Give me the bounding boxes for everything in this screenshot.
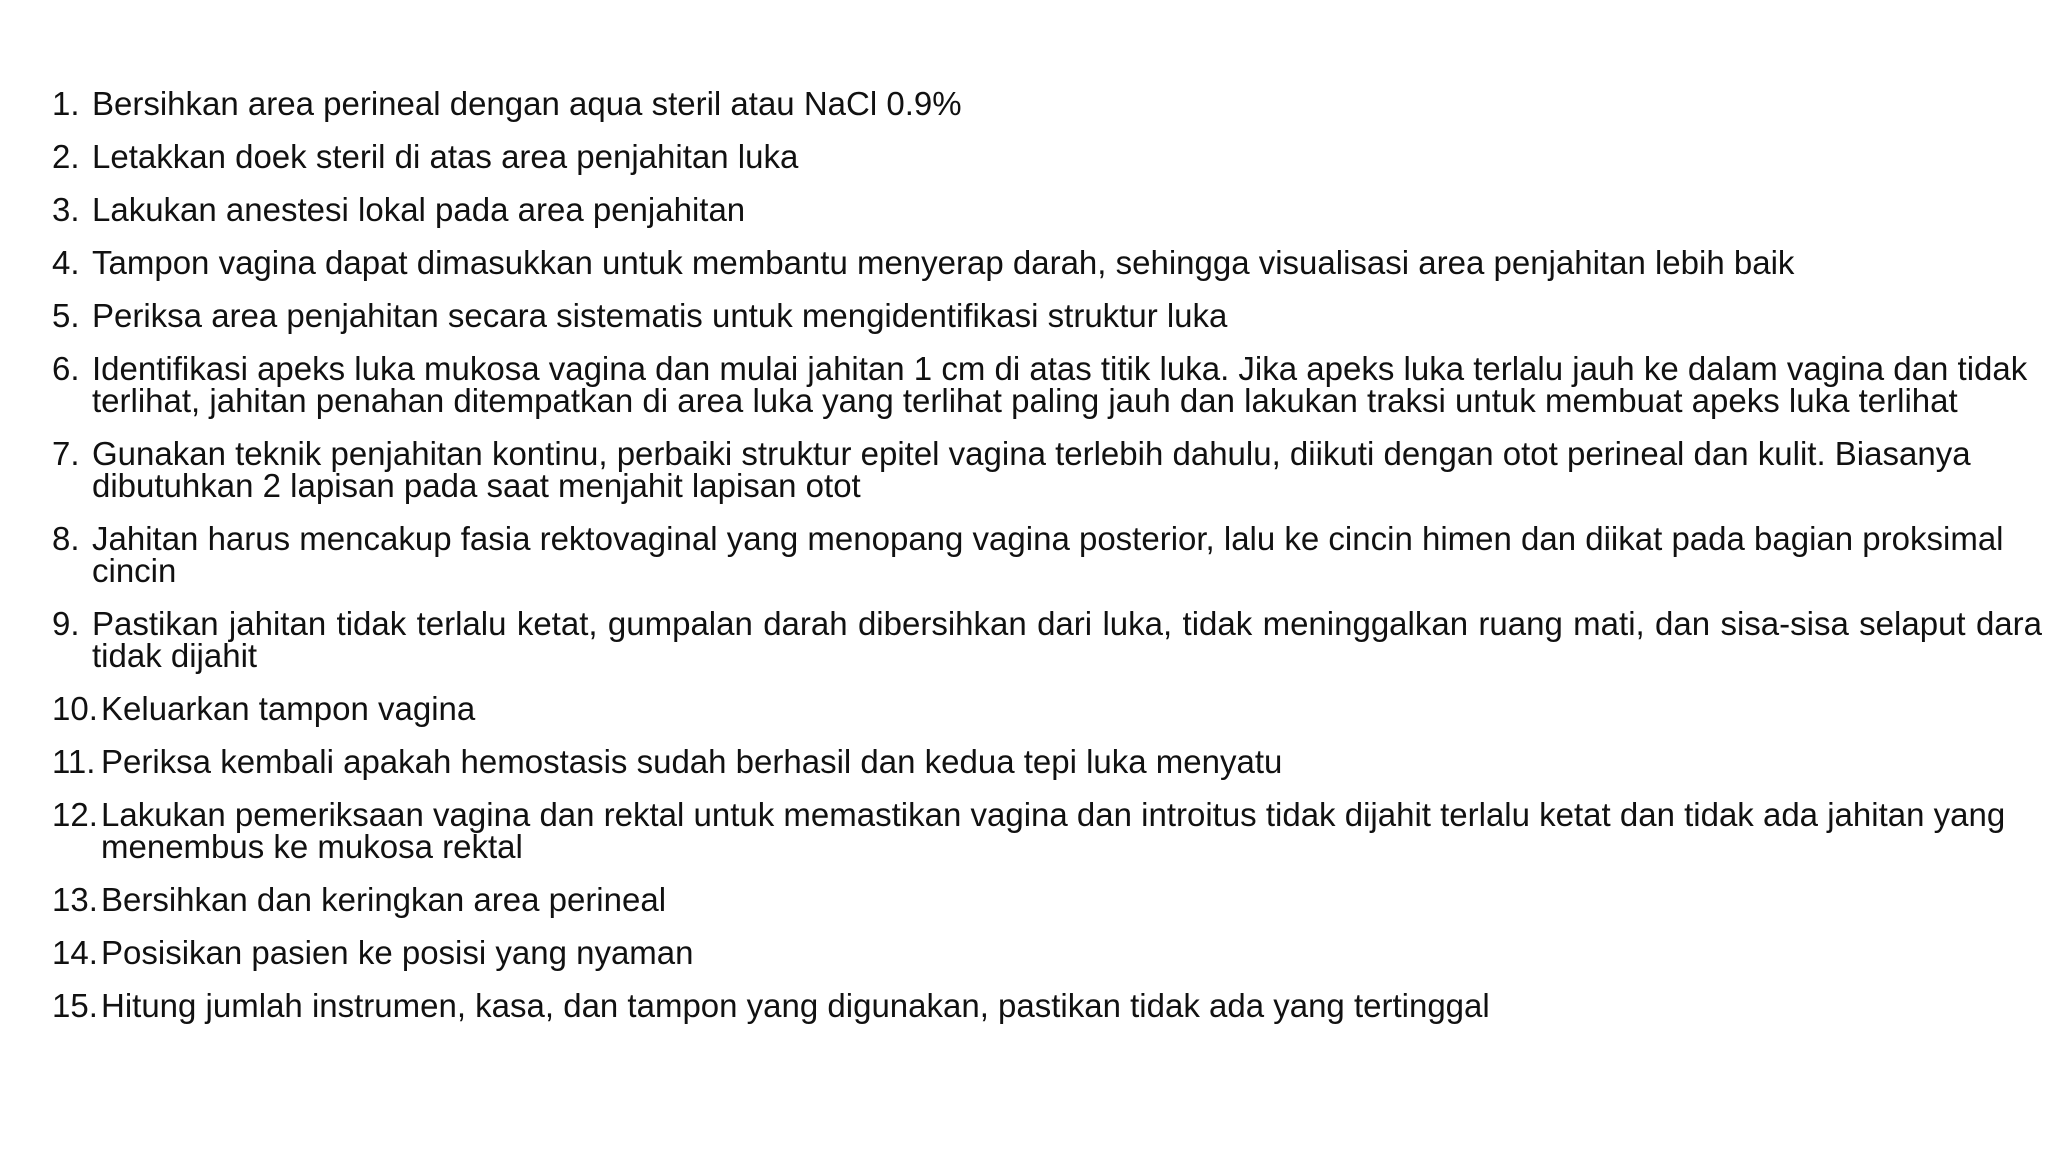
step-number: 14. — [52, 934, 98, 971]
step-text: Bersihkan area perineal dengan aqua steril atau NaCl 0.9% — [92, 85, 962, 122]
step-number: 2. — [52, 138, 80, 175]
list-item — [52, 244, 2042, 281]
list-item — [52, 138, 2042, 175]
step-text: Posisikan pasien ke posisi yang nyaman — [101, 934, 694, 971]
step-number: 8. — [52, 520, 80, 557]
step-number: 10. — [52, 690, 98, 727]
step-number: 6. — [52, 350, 80, 387]
step-number: 5. — [52, 297, 80, 334]
step-text: Gunakan teknik penjahitan kontinu, perbaiki struktur epitel vagina terlebih dahulu, diikuti dengan otot perineal dan kulit. Biasanya dibutuhkan 2 lapisan pada saat menjahit lapisan otot — [92, 435, 1971, 504]
step-text: Lakukan anestesi lokal pada area penjahitan — [92, 191, 746, 228]
step-text: Identifikasi apeks luka mukosa vagina dan mulai jahitan 1 cm di atas titik luka. Jika apeks luka terlalu jauh ke dalam vagina dan tidak terlihat, jahitan penahan ditempatkan di area luka yang terlihat paling jauh dan lakukan traksi untuk membuat apeks luka terlihat — [92, 350, 2028, 419]
step-number: 15. — [52, 987, 98, 1024]
step-number: 4. — [52, 244, 80, 281]
list-item — [52, 934, 2042, 971]
step-text: Pastikan jahitan tidak terlalu ketat, gumpalan darah dibersihkan dari luka, tidak meninggalkan ruang mati, dan sisa-sisa selaput dara tidak dijahit — [92, 605, 2042, 674]
step-number: 11. — [52, 743, 96, 780]
step-number: 3. — [52, 191, 80, 228]
list-item — [52, 690, 2042, 727]
list-item — [52, 520, 2042, 589]
step-number: 12. — [52, 796, 98, 833]
step-text: Periksa area penjahitan secara sistematis untuk mengidentifikasi struktur luka — [92, 297, 1228, 334]
step-number: 13. — [52, 881, 98, 918]
step-text: Jahitan harus mencakup fasia rektovaginal yang menopang vagina posterior, lalu ke cincin himen dan diikat pada bagian proksimal cincin — [92, 520, 2004, 589]
list-item — [52, 191, 2042, 228]
step-text: Tampon vagina dapat dimasukkan untuk membantu menyerap darah, sehingga visualisasi area penjahitan lebih baik — [92, 244, 1795, 281]
list-item — [52, 881, 2042, 918]
step-text: Periksa kembali apakah hemostasis sudah berhasil dan kedua tepi luka menyatu — [101, 743, 1283, 780]
step-text: Letakkan doek steril di atas area penjahitan luka — [92, 138, 799, 175]
list-item — [52, 350, 2042, 419]
step-text: Hitung jumlah instrumen, kasa, dan tampon yang digunakan, pastikan tidak ada yang tertinggal — [101, 987, 1490, 1024]
list-item — [52, 435, 2042, 504]
step-text: Lakukan pemeriksaan vagina dan rektal untuk memastikan vagina dan introitus tidak dijahit terlalu ketat dan tidak ada jahitan yang menembus ke mukosa rektal — [101, 796, 2006, 865]
step-number: 1. — [52, 85, 80, 122]
step-text: Keluarkan tampon vagina — [101, 690, 476, 727]
list-item — [52, 605, 2042, 674]
list-item — [52, 796, 2042, 865]
step-number: 7. — [52, 435, 80, 472]
list-item — [52, 85, 2042, 122]
procedure-steps-list — [52, 85, 2042, 1043]
step-text: Bersihkan dan keringkan area perineal — [101, 881, 667, 918]
list-item — [52, 297, 2042, 334]
list-item — [52, 987, 2042, 1024]
step-number: 9. — [52, 605, 80, 642]
list-item — [52, 743, 2042, 780]
